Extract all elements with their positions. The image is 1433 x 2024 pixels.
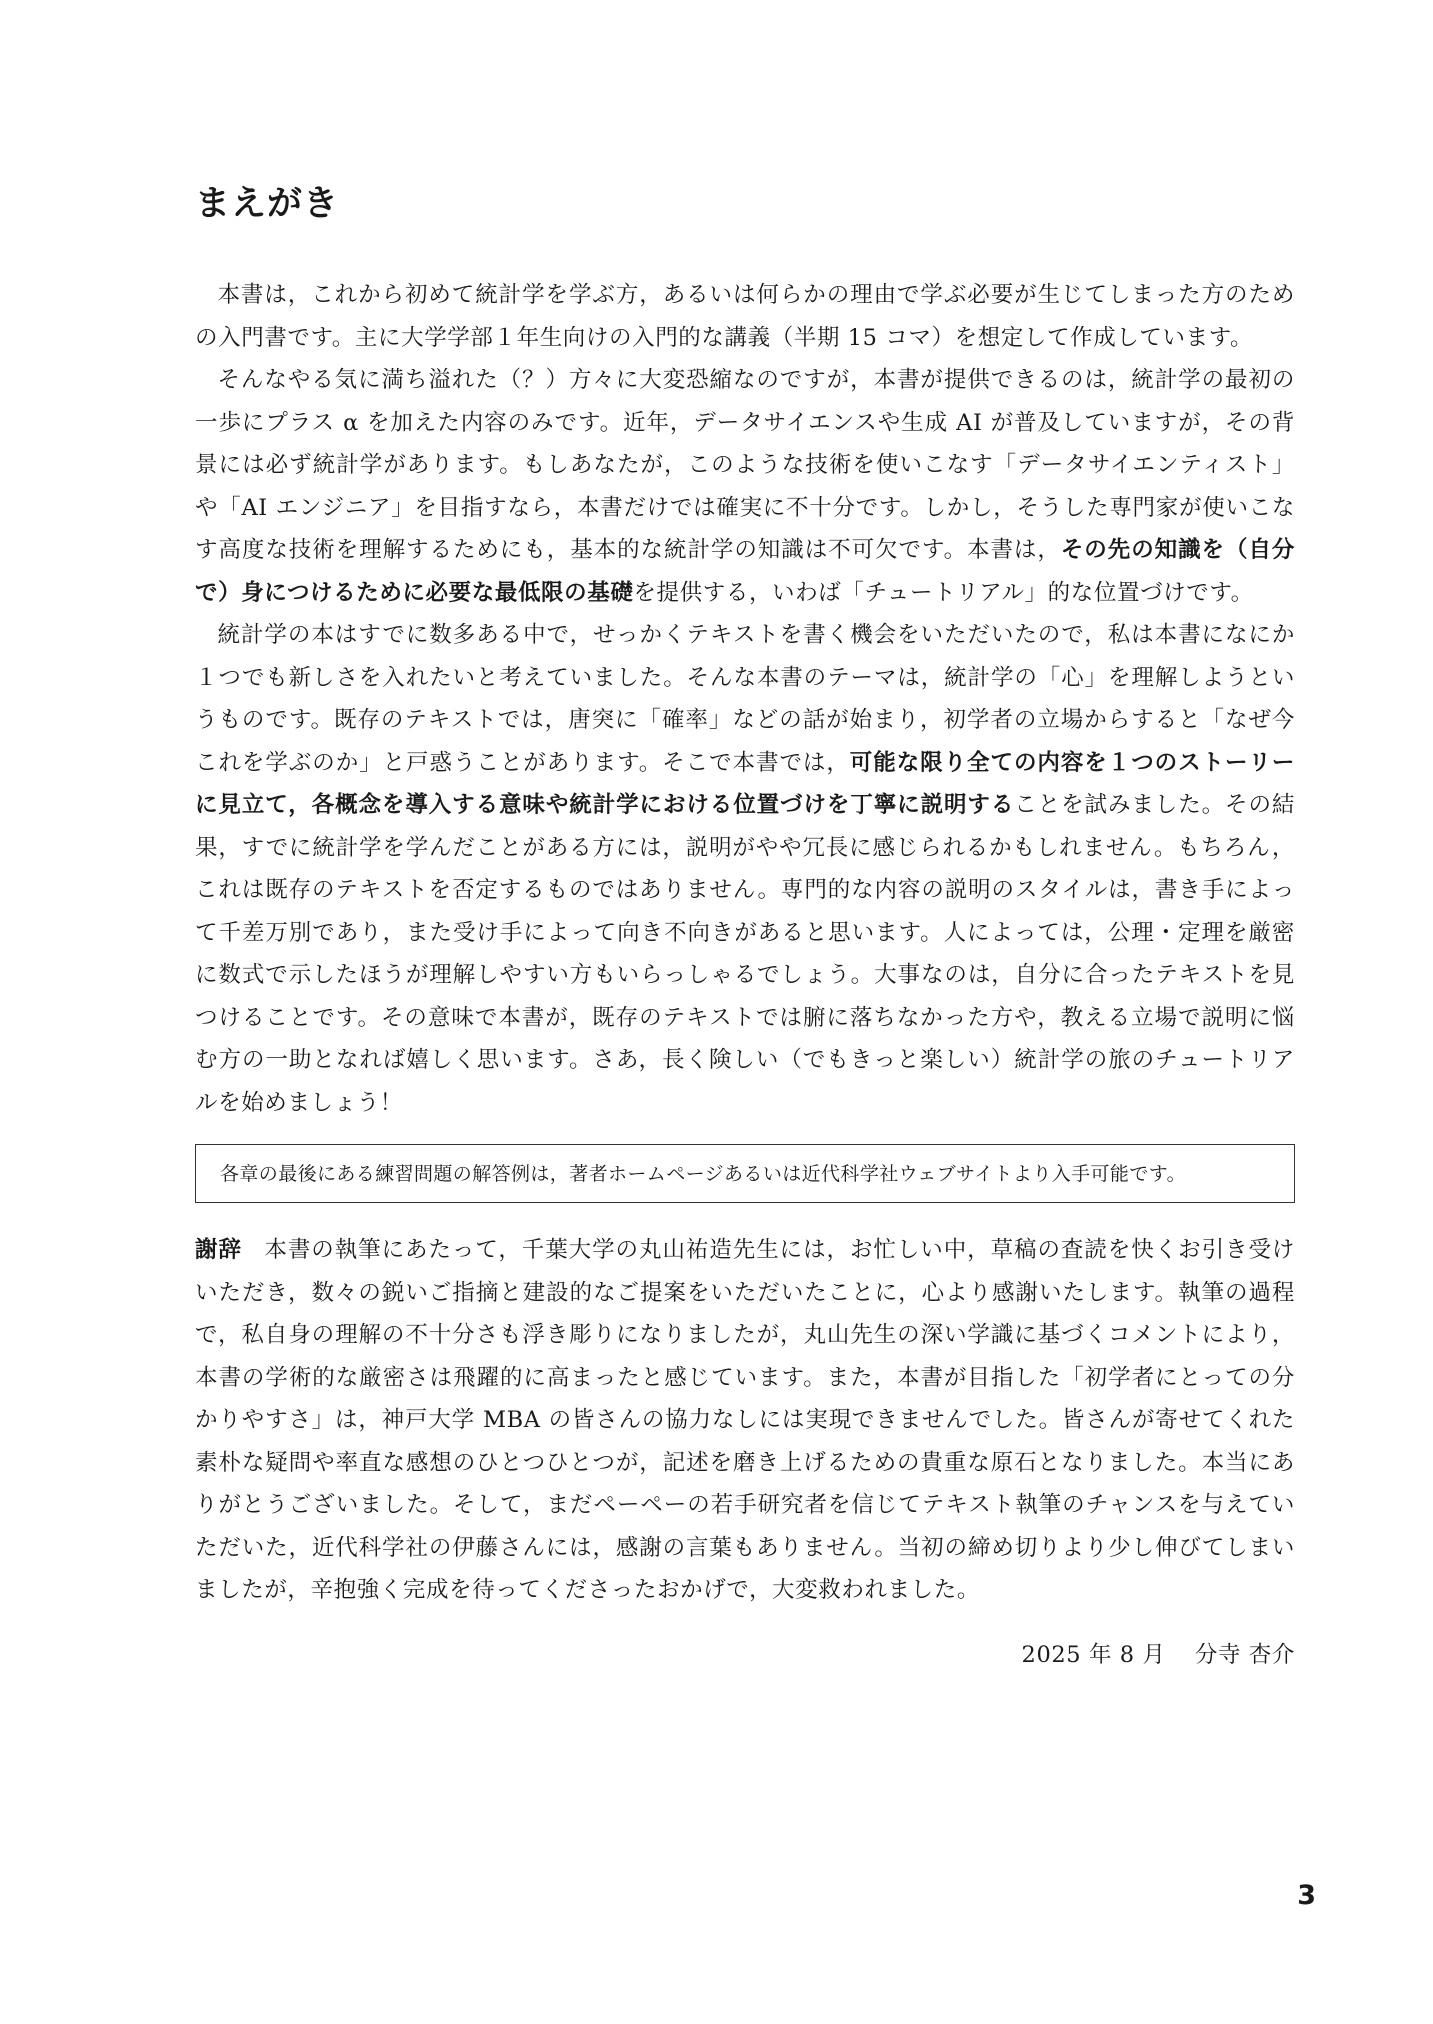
paragraph-3-emphasis: 可能な限り全ての内容を１つのストーリーに見立て，各概念を導入する意味や統計学における位置づけを丁寧に説明する <box>195 749 1295 818</box>
acknowledgements <box>195 1229 1295 1612</box>
paragraph-1 <box>195 274 1295 359</box>
signature-author: 分寺 杏介 <box>1194 1642 1295 1668</box>
paragraph-3-text-a: 統計学の本はすでに数多ある中で，せっかくテキストを書く機会をいただいたので，私は本書になにか１つでも新しさを入れたいと考えていました。そんな本書のテーマは，統計学の「心」を理解しようというものです。既存のテキストでは，唐突に「確率」などの話が始まり，初学者の立場からすると「なぜ今これを学ぶのか」と戸惑うことがあります。そこで本書では， <box>195 622 1295 776</box>
note-text: 各章の最後にある練習問題の解答例は，著者ホームページあるいは近代科学社ウェブサイトより入手可能です。 <box>220 1163 1187 1185</box>
paragraph-2-text-a: そんなやる気に満ち溢れた（？）方々に大変恐縮なのですが，本書が提供できるのは，統計学の最初の一歩にプラス α を加えた内容のみです。近年，データサイエンスや生成 AI が普及していますが，その背景には必ず統計学があります。もしあなたが，このような技術を使いこなす「データサイエンティスト」や「AI エンジニア」を目指すなら，本書だけでは確実に不十分です。しかし，そうした専門家が使いこなす高度な技術を理解するためにも，基本的な統計学の知識は不可欠です。本書は， <box>195 367 1295 563</box>
signature-date: 2025 年 8 月 <box>1021 1642 1166 1668</box>
acknowledgements-text: 本書の執筆にあたって，千葉大学の丸山祐造先生には，お忙しい中，草稿の査読を快くお引き受けいただき，数々の鋭いご指摘と建設的なご提案をいただいたことに，心より感謝いたします。執筆の過程で，私自身の理解の不十分さも浮き彫りになりましたが，丸山先生の深い学識に基づくコメントにより，本書の学術的な厳密さは飛躍的に高まったと感じています。また，本書が目指した「初学者にとっての分かりやすさ」は，神戸大学 MBA の皆さんの協力なしには実現できませんでした。皆さんが寄せてくれた素朴な疑問や率直な感想のひとつひとつが，記述を磨き上げるための貴重な原石となりました。本当にありがとうございました。そして，まだペーペーの若手研究者を信じてテキスト執筆のチャンスを与えていただいた，近代科学社の伊藤さんには，感謝の言葉もありません。当初の締め切りより少し伸びてしまいましたが，辛抱強く完成を待ってくださったおかげで，大変救われました。 <box>195 1237 1296 1603</box>
paragraph-2 <box>195 359 1295 614</box>
paragraph-3-text-b: ことを試みました。その結果，すでに統計学を学んだことがある方には，説明がやや冗長に感じられるかもしれません。もちろん，これは既存のテキストを否定するものではありません。専門的な内容の説明のスタイルは，書き手によって千差万別であり，また受け手によって向き不向きがあると思います。人によっては，公理・定理を厳密に数式で示したほうが理解しやすい方もいらっしゃるでしょう。大事なのは，自分に合ったテキストを見つけることです。その意味で本書が，既存のテキストでは腑に落ちなかった方や，教える立場で説明に悩む方の一助となれば嬉しく思います。さあ，長く険しい（でもきっと楽しい）統計学の旅のチュートリアルを始めましょう！ <box>195 792 1295 1116</box>
acknowledgements-label: 謝辞 <box>195 1237 242 1263</box>
paragraph-2-emphasis: その先の知識を（自分で）身につけるために必要な最低限の基礎 <box>195 537 1295 606</box>
signature <box>195 1634 1295 1677</box>
paragraph-3 <box>195 614 1295 1124</box>
preface-body <box>195 274 1295 1124</box>
page-number: 3 <box>1297 1880 1316 1911</box>
preface-page <box>195 180 1295 1677</box>
paragraph-2-text-b: を提供する，いわば「チュートリアル」的な位置づけです。 <box>633 579 1254 606</box>
page-title: まえがき <box>195 184 340 224</box>
exercise-answers-note <box>195 1144 1295 1203</box>
paragraph-1-text: 本書は，これから初めて統計学を学ぶ方，あるいは何らかの理由で学ぶ必要が生じてしまった方のための入門書です。主に大学学部１年生向けの入門的な講義（半期 15 コマ）を想定して作成しています。 <box>195 282 1295 351</box>
